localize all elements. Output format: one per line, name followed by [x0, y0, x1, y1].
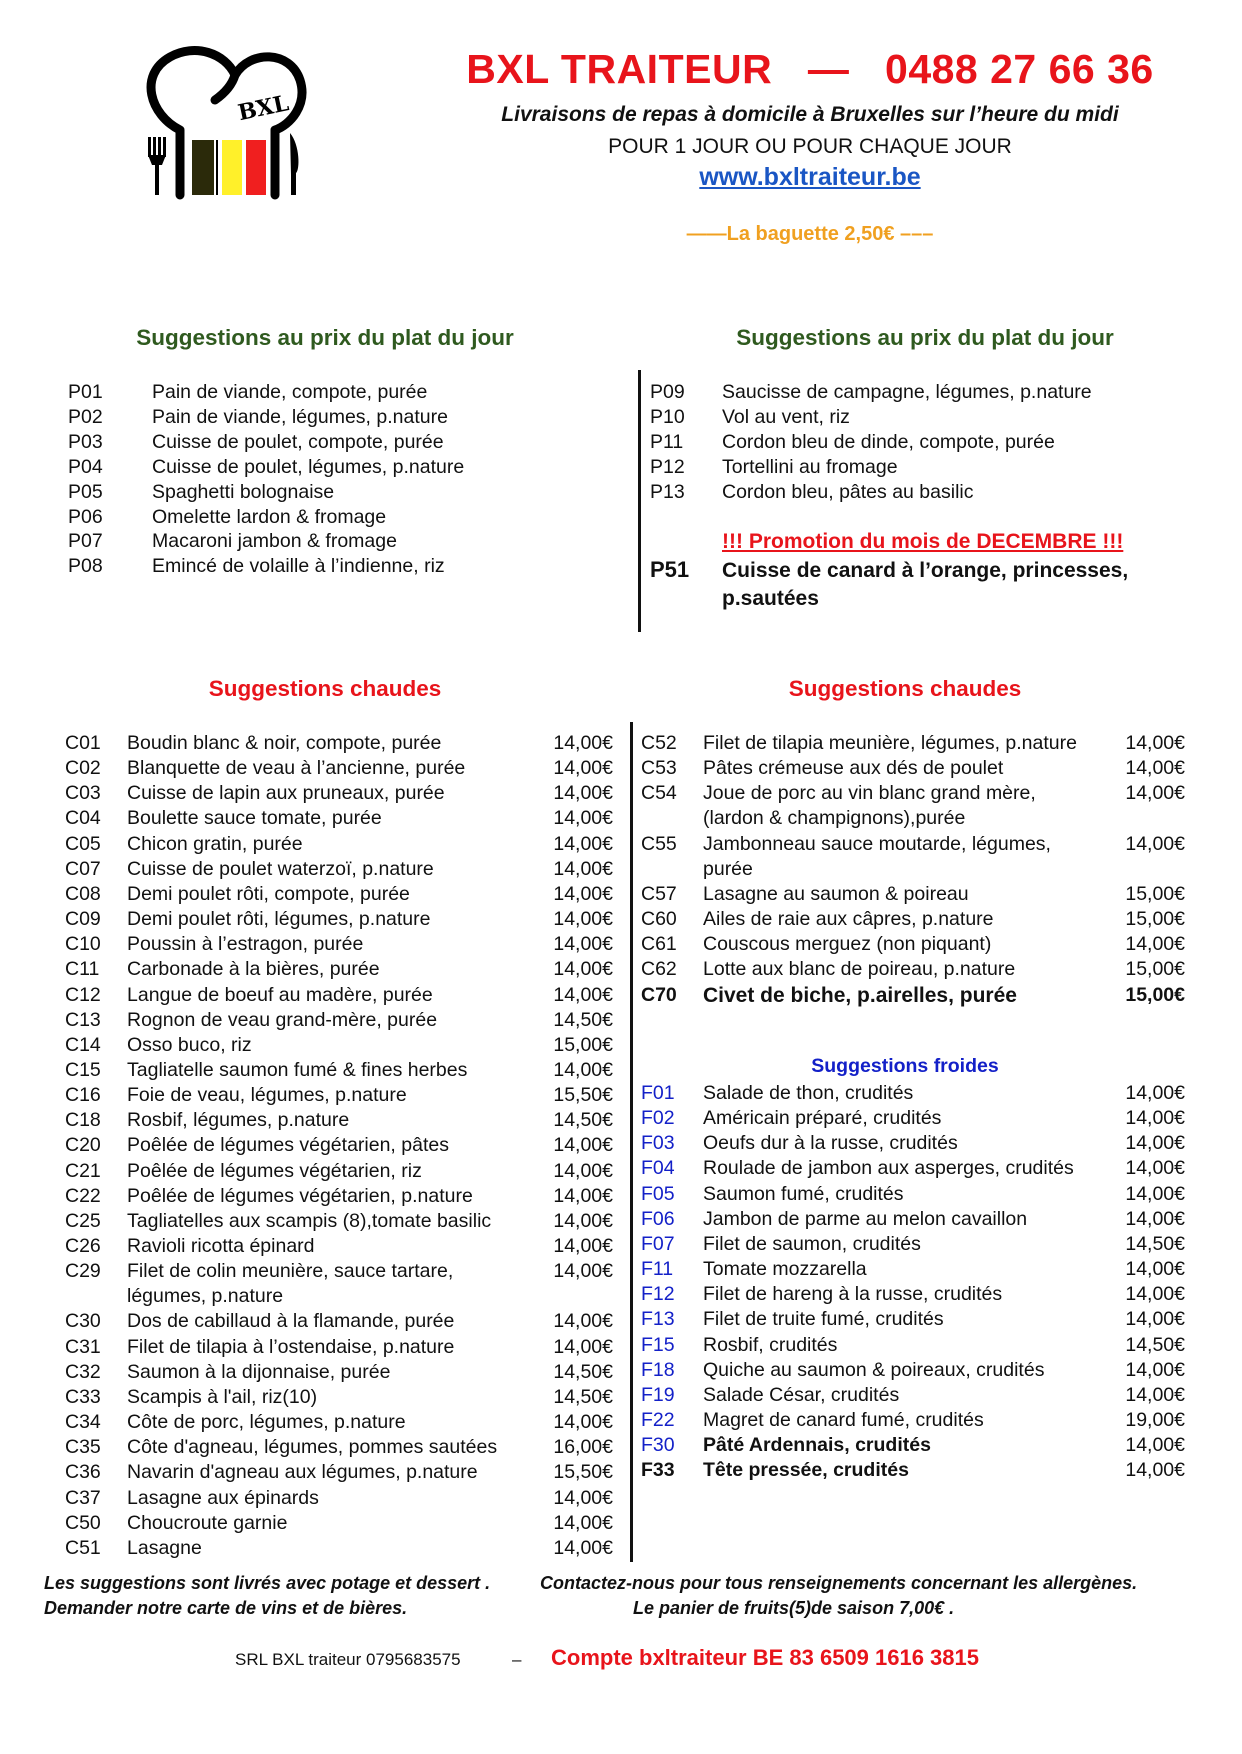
item-code: F15	[641, 1333, 675, 1356]
item-code: P12	[650, 455, 685, 478]
menu-item-row	[65, 1360, 613, 1385]
menu-item-row	[65, 907, 613, 932]
item-code: C14	[65, 1033, 101, 1056]
item-code: C60	[641, 908, 677, 931]
item-description: Poussin à l’estragon, purée	[127, 933, 364, 956]
item-code: P13	[650, 480, 685, 503]
item-description: Rosbif, crudités	[703, 1333, 838, 1356]
item-code: F18	[641, 1358, 675, 1381]
item-price: 14,00€	[553, 1335, 613, 1358]
menu-item-row	[65, 857, 613, 882]
promotion-code: P51	[650, 557, 690, 582]
menu-item-row	[65, 1108, 613, 1133]
item-price: 14,00€	[553, 1260, 613, 1283]
item-price: 14,00€	[1125, 1107, 1185, 1130]
menu-item-row	[641, 1081, 1185, 1106]
menu-item-row	[68, 405, 588, 430]
item-price: 14,50€	[553, 1360, 613, 1383]
menu-item-row	[641, 781, 1185, 830]
chef-hat-logo-icon	[140, 45, 310, 205]
menu-item-row	[65, 756, 613, 781]
item-code: C55	[641, 832, 677, 855]
menu-item-row	[65, 1083, 613, 1108]
fork-icon	[148, 137, 166, 195]
item-price: 14,00€	[1125, 1283, 1185, 1306]
item-description: Américain préparé, crudités	[703, 1107, 942, 1130]
item-code: F05	[641, 1182, 675, 1205]
item-code: C53	[641, 757, 677, 780]
item-code: F07	[641, 1232, 675, 1255]
svg-text:BXL: BXL	[235, 90, 292, 127]
item-price: 14,00€	[553, 933, 613, 956]
item-code: P07	[68, 530, 103, 553]
item-description: Cordon bleu de dinde, compote, purée	[722, 430, 1055, 453]
promotion-desc-line1: Cuisse de canard à l’orange, princesses,	[722, 559, 1129, 582]
item-description: Rognon de veau grand-mère, purée	[127, 1008, 438, 1031]
item-price: 14,50€	[553, 1385, 613, 1408]
menu-item-row	[68, 554, 588, 579]
item-code: C54	[641, 782, 677, 805]
menu-item-row	[641, 832, 1185, 880]
menu-item-row	[641, 1156, 1185, 1181]
item-code: C37	[65, 1486, 101, 1509]
item-description: Boulette sauce tomate, purée	[127, 807, 382, 830]
item-description: Joue de porc au vin blanc grand mère,	[703, 782, 1036, 805]
menu-item-row	[641, 882, 1185, 907]
menu-item-row	[65, 731, 613, 756]
item-code: C09	[65, 908, 101, 931]
item-price: 15,00€	[1125, 983, 1185, 1006]
menu-item-row	[65, 1536, 613, 1561]
item-description: Tomate mozzarella	[703, 1258, 867, 1281]
item-description: Tagliatelle saumon fumé & fines herbes	[127, 1058, 468, 1081]
item-code: C62	[641, 958, 677, 981]
item-code: C18	[65, 1109, 101, 1132]
item-code: C32	[65, 1360, 101, 1383]
menu-item-row	[641, 983, 1185, 1008]
item-code: C26	[65, 1235, 101, 1257]
menu-item-row	[641, 756, 1185, 781]
item-description: Vol au vent, riz	[722, 405, 850, 428]
item-description: Lasagne	[127, 1536, 202, 1559]
menu-item-row	[641, 1458, 1185, 1483]
menu-item-row	[65, 1511, 613, 1536]
item-description: Salade de thon, crudités	[703, 1082, 914, 1104]
item-code: C01	[65, 732, 101, 754]
item-code: C05	[65, 832, 101, 855]
footer-note-vins: Demander notre carte de vins et de bières.	[44, 1598, 408, 1618]
item-code: C02	[65, 757, 101, 780]
item-description: Boudin blanc & noir, compote, purée	[127, 732, 442, 754]
item-description: Foie de veau, légumes, p.nature	[127, 1084, 407, 1107]
menu-item-row	[65, 1335, 613, 1360]
item-price: 14,00€	[1125, 1082, 1185, 1104]
item-price: 14,00€	[553, 1536, 613, 1559]
item-price: 14,00€	[553, 857, 613, 880]
menu-item-row	[68, 480, 588, 505]
menu-item-row	[65, 983, 613, 1008]
item-price: 14,00€	[1125, 1132, 1185, 1155]
item-description: Filet de colin meunière, sauce tartare,	[127, 1260, 454, 1283]
footer-note-fruits: Le panier de fruits(5)de saison 7,00€ .	[633, 1598, 955, 1618]
item-price: 14,00€	[553, 1184, 613, 1207]
item-price: 14,00€	[1125, 832, 1185, 855]
item-price: 14,00€	[553, 1209, 613, 1232]
menu-item-row	[641, 1207, 1185, 1232]
column-divider	[638, 370, 641, 632]
menu-item-row	[65, 1184, 613, 1209]
menu-item-row	[65, 1259, 613, 1308]
item-code: F22	[641, 1408, 675, 1431]
menu-item-row	[65, 781, 613, 806]
footer-separator: –	[512, 1650, 522, 1669]
menu-item-row	[641, 1131, 1185, 1156]
item-price: 14,00€	[553, 882, 613, 905]
item-price: 15,00€	[553, 1033, 613, 1056]
item-description: Blanquette de veau à l’ancienne, purée	[127, 757, 466, 780]
item-price: 14,00€	[1125, 1182, 1185, 1205]
item-code: F06	[641, 1207, 675, 1230]
item-price: 14,00€	[553, 908, 613, 931]
menu-item-row	[65, 932, 613, 957]
item-code: F12	[641, 1283, 675, 1306]
item-description: Emincé de volaille à l’indienne, riz	[152, 555, 445, 578]
item-code: C13	[65, 1008, 101, 1031]
item-description: Jambon de parme au melon cavaillon	[703, 1207, 1028, 1230]
item-description: Lasagne aux épinards	[127, 1486, 319, 1509]
item-code: P11	[650, 430, 684, 453]
item-description: Jambonneau sauce moutarde, légumes,	[703, 832, 1051, 855]
item-price: 14,00€	[553, 1058, 613, 1081]
menu-item-row	[68, 529, 588, 554]
item-description: Filet de hareng à la russe, crudités	[703, 1283, 1003, 1306]
menu-item-row	[65, 832, 613, 857]
item-description: Carbonade à la bières, purée	[127, 958, 380, 981]
menu-item-row	[641, 1257, 1185, 1282]
item-price: 15,50€	[553, 1461, 613, 1484]
item-price: 14,00€	[553, 1159, 613, 1182]
menu-item-row	[65, 957, 613, 982]
item-description: Tortellini au fromage	[722, 455, 898, 478]
item-price: 14,00€	[1125, 933, 1185, 956]
item-description-continued: purée	[703, 857, 753, 880]
item-code: C70	[641, 983, 677, 1006]
item-price: 15,00€	[1125, 958, 1185, 981]
footer-note-allergenes: Contactez-nous pour tous renseignements concernant les allergènes.	[540, 1573, 1138, 1593]
item-description-continued: (lardon & champignons),purée	[703, 807, 966, 830]
item-code: C31	[65, 1335, 101, 1358]
item-price: 14,00€	[553, 1486, 613, 1509]
item-price: 14,00€	[1125, 732, 1185, 754]
item-price: 14,00€	[553, 832, 613, 855]
item-price: 16,00€	[553, 1436, 613, 1459]
menu-item-row	[641, 1333, 1185, 1358]
item-price: 14,00€	[1125, 782, 1185, 805]
website-link[interactable]: www.bxltraiteur.be	[699, 163, 921, 191]
item-code: P01	[68, 381, 103, 403]
item-description: Pâtes crémeuse aux dés de poulet	[703, 757, 1004, 780]
company-registration: SRL BXL traiteur 0795683575	[235, 1650, 461, 1669]
menu-item-row	[641, 1182, 1185, 1207]
item-code: C11	[65, 958, 100, 981]
item-code: C50	[65, 1511, 101, 1534]
menu-item-row	[641, 1383, 1185, 1408]
menu-item-row	[65, 1234, 613, 1259]
item-code: C51	[65, 1536, 101, 1559]
section-title-plat-du-jour-right: Suggestions au prix du plat du jour	[736, 325, 1114, 350]
item-description: Filet de tilapia meunière, légumes, p.nature	[703, 732, 1077, 754]
item-price: 15,00€	[1125, 882, 1185, 905]
item-description: Côte d'agneau, légumes, pommes sautées	[127, 1436, 498, 1459]
item-description: Navarin d'agneau aux légumes, p.nature	[127, 1461, 478, 1484]
item-description: Cuisse de poulet waterzoï, p.nature	[127, 857, 434, 880]
item-description: Lotte aux blanc de poireau, p.nature	[703, 958, 1016, 981]
item-description: Filet de tilapia à l’ostendaise, p.nature	[127, 1335, 455, 1358]
item-price: 14,50€	[553, 1109, 613, 1132]
item-code: F04	[641, 1157, 675, 1180]
item-description: Filet de saumon, crudités	[703, 1232, 921, 1255]
item-code: C21	[65, 1159, 101, 1182]
menu-item-row	[65, 1133, 613, 1158]
item-description: Quiche au saumon & poireaux, crudités	[703, 1358, 1045, 1381]
item-description: Poêlée de légumes végétarien, pâtes	[127, 1134, 449, 1157]
item-description: Osso buco, riz	[127, 1033, 252, 1056]
section-title-froides: Suggestions froides	[811, 1055, 999, 1077]
item-code: C30	[65, 1310, 101, 1333]
item-price: 14,50€	[1125, 1333, 1185, 1356]
menu-item-row	[65, 1410, 613, 1435]
item-description: Poêlée de légumes végétarien, p.nature	[127, 1184, 473, 1207]
item-description: Omelette lardon & fromage	[152, 505, 387, 528]
item-code: C15	[65, 1058, 101, 1081]
menu-item-row	[641, 1433, 1185, 1458]
menu-item-row	[641, 1282, 1185, 1307]
item-description: Magret de canard fumé, crudités	[703, 1408, 984, 1431]
item-description: Oeufs dur à la russe, crudités	[703, 1132, 958, 1155]
item-code: C04	[65, 807, 101, 830]
menu-item-row	[65, 1058, 613, 1083]
item-price: 14,00€	[553, 1511, 613, 1534]
item-code: C36	[65, 1461, 101, 1484]
item-description: Pâté Ardennais, crudités	[703, 1434, 931, 1457]
item-code: P05	[68, 480, 103, 503]
item-code: P08	[68, 555, 103, 578]
item-price: 14,00€	[1125, 1383, 1185, 1406]
item-price: 14,00€	[553, 1310, 613, 1333]
item-code: C07	[65, 857, 101, 880]
menu-item-row	[641, 1232, 1185, 1257]
menu-item-row	[65, 1008, 613, 1033]
menu-item-row	[650, 455, 1170, 480]
item-code: C25	[65, 1209, 101, 1232]
item-code: C20	[65, 1134, 101, 1157]
item-price: 14,00€	[1125, 1459, 1185, 1482]
item-price: 14,00€	[1125, 1308, 1185, 1331]
item-price: 14,00€	[1125, 1157, 1185, 1180]
menu-item-row	[650, 405, 1170, 430]
item-description: Langue de boeuf au madère, purée	[127, 983, 433, 1006]
item-code: C35	[65, 1436, 101, 1459]
menu-item-row	[65, 1385, 613, 1410]
item-code: P06	[68, 505, 103, 528]
item-code: F03	[641, 1132, 675, 1155]
item-description: Spaghetti bolognaise	[152, 480, 335, 503]
promotion-title: !!! Promotion du mois de DECEMBRE !!!	[722, 530, 1124, 553]
menu-item-row	[65, 1460, 613, 1485]
item-code: F19	[641, 1383, 675, 1406]
item-price: 14,00€	[1125, 757, 1185, 780]
item-code: P10	[650, 405, 685, 428]
footer-note-potage: Les suggestions sont livrés avec potage et dessert .	[44, 1573, 491, 1593]
item-code: C52	[641, 732, 677, 754]
item-price: 15,50€	[553, 1084, 613, 1107]
menu-item-row	[65, 806, 613, 831]
website-link-container	[420, 163, 1200, 192]
item-price: 14,00€	[553, 958, 613, 981]
item-description: Cordon bleu, pâtes au basilic	[722, 480, 974, 503]
item-description: Saucisse de campagne, légumes, p.nature	[722, 381, 1092, 403]
menu-item-row	[641, 1358, 1185, 1383]
menu-item-row	[641, 957, 1185, 982]
bxl-logo	[140, 45, 310, 205]
menu-item-row	[641, 1408, 1185, 1433]
item-description: Cuisse de poulet, légumes, p.nature	[152, 455, 465, 478]
item-description: Civet de biche, p.airelles, purée	[703, 983, 1017, 1007]
menu-item-row	[641, 932, 1185, 957]
item-price: 15,00€	[1125, 908, 1185, 931]
item-description: Poêlée de légumes végétarien, riz	[127, 1159, 422, 1182]
item-description: Demi poulet rôti, légumes, p.nature	[127, 908, 431, 931]
item-code: P03	[68, 430, 103, 453]
item-code: F02	[641, 1107, 675, 1130]
menu-item-row	[65, 1309, 613, 1334]
item-price: 14,00€	[1125, 1358, 1185, 1381]
section-title-chaudes-left: Suggestions chaudes	[208, 676, 442, 701]
section-title-plat-du-jour-left: Suggestions au prix du plat du jour	[136, 325, 514, 350]
item-description: Saumon fumé, crudités	[703, 1182, 904, 1205]
item-price: 14,00€	[1125, 1434, 1185, 1457]
item-price: 19,00€	[1125, 1408, 1185, 1431]
item-code: F30	[641, 1434, 675, 1457]
menu-item-row	[65, 1033, 613, 1058]
menu-item-row	[68, 455, 588, 480]
item-description: Chicon gratin, purée	[127, 832, 303, 855]
menu-item-row	[65, 1435, 613, 1460]
item-price: 14,00€	[553, 757, 613, 780]
subtitle: POUR 1 JOUR OU POUR CHAQUE JOUR	[608, 135, 1012, 158]
item-code: C16	[65, 1084, 101, 1107]
item-description: Lasagne au saumon & poireau	[703, 882, 969, 905]
item-code: C22	[65, 1184, 101, 1207]
item-description: Pain de viande, compote, purée	[152, 381, 428, 403]
section-title-chaudes-right: Suggestions chaudes	[788, 676, 1022, 701]
menu-item-row	[68, 380, 588, 405]
knife-icon	[290, 133, 298, 195]
item-code: C61	[641, 933, 677, 956]
item-code: C29	[65, 1260, 101, 1283]
item-code: C08	[65, 882, 101, 905]
item-code: F11	[641, 1258, 674, 1281]
item-description: Roulade de jambon aux asperges, crudités	[703, 1157, 1074, 1180]
item-description: Choucroute garnie	[127, 1511, 288, 1534]
item-description: Pain de viande, légumes, p.nature	[152, 405, 448, 428]
item-code: C34	[65, 1411, 101, 1434]
item-description: Dos de cabillaud à la flamande, purée	[127, 1310, 455, 1333]
menu-item-row	[641, 1307, 1185, 1332]
item-price: 14,00€	[553, 782, 613, 805]
page-title: BXL TRAITEUR — 0488 27 66 36	[466, 46, 1154, 92]
item-price: 14,00€	[1125, 1207, 1185, 1230]
menu-item-row	[641, 731, 1185, 756]
item-description: Tagliatelles aux scampis (8),tomate basilic	[127, 1209, 492, 1232]
item-price: 14,00€	[553, 983, 613, 1006]
item-price: 14,00€	[553, 1235, 613, 1257]
item-description: Côte de porc, légumes, p.nature	[127, 1411, 406, 1434]
item-price: 14,00€	[553, 1411, 613, 1434]
item-code: C03	[65, 782, 101, 805]
item-code: F33	[641, 1459, 675, 1482]
item-code: C33	[65, 1385, 101, 1408]
item-price: 14,00€	[553, 1134, 613, 1157]
item-code: C10	[65, 933, 101, 956]
item-description: Macaroni jambon & fromage	[152, 530, 397, 553]
menu-item-row	[68, 430, 588, 455]
item-description: Rosbif, légumes, p.nature	[127, 1109, 350, 1132]
item-description: Demi poulet rôti, compote, purée	[127, 882, 410, 905]
baguette-price: ——La baguette 2,50€ –––	[686, 223, 934, 245]
item-code: F13	[641, 1308, 675, 1331]
item-price: 14,00€	[553, 732, 613, 754]
item-description: Filet de truite fumé, crudités	[703, 1308, 944, 1331]
bank-account: Compte bxltraiteur BE 83 6509 1616 3815	[551, 1645, 980, 1670]
item-description: Ravioli ricotta épinard	[127, 1235, 315, 1257]
item-description: Scampis à l'ail, riz(10)	[127, 1385, 318, 1408]
item-code: C12	[65, 983, 101, 1006]
menu-item-row	[65, 1486, 613, 1511]
menu-item-row	[650, 380, 1170, 405]
item-description: Saumon à la dijonnaise, purée	[127, 1360, 391, 1383]
item-code: C57	[641, 882, 677, 905]
item-code: P02	[68, 405, 103, 428]
item-price: 14,00€	[553, 807, 613, 830]
item-description: Cuisse de poulet, compote, purée	[152, 430, 444, 453]
menu-item-row	[641, 907, 1185, 932]
item-description-continued: légumes, p.nature	[127, 1285, 284, 1308]
menu-item-row	[65, 882, 613, 907]
item-description: Tête pressée, crudités	[703, 1459, 909, 1482]
item-price: 14,00€	[1125, 1258, 1185, 1281]
item-description: Ailes de raie aux câpres, p.nature	[703, 908, 994, 931]
menu-item-row	[65, 1209, 613, 1234]
menu-item-row	[650, 480, 1170, 505]
item-description: Salade César, crudités	[703, 1383, 900, 1406]
menu-item-row	[65, 1159, 613, 1184]
item-price: 14,50€	[1125, 1232, 1185, 1255]
item-description: Couscous merguez (non piquant)	[703, 933, 992, 956]
item-code: F01	[641, 1082, 675, 1104]
menu-item-row	[641, 1106, 1185, 1131]
item-price: 14,50€	[553, 1008, 613, 1031]
menu-item-row	[650, 430, 1170, 455]
item-code: P04	[68, 455, 103, 478]
item-code: P09	[650, 381, 685, 403]
column-divider	[630, 722, 633, 1562]
menu-item-row	[68, 505, 588, 530]
tagline: Livraisons de repas à domicile à Bruxelles sur l’heure du midi	[501, 103, 1119, 126]
item-description: Cuisse de lapin aux pruneaux, purée	[127, 782, 445, 805]
promotion-desc-line2: p.sautées	[722, 587, 819, 610]
